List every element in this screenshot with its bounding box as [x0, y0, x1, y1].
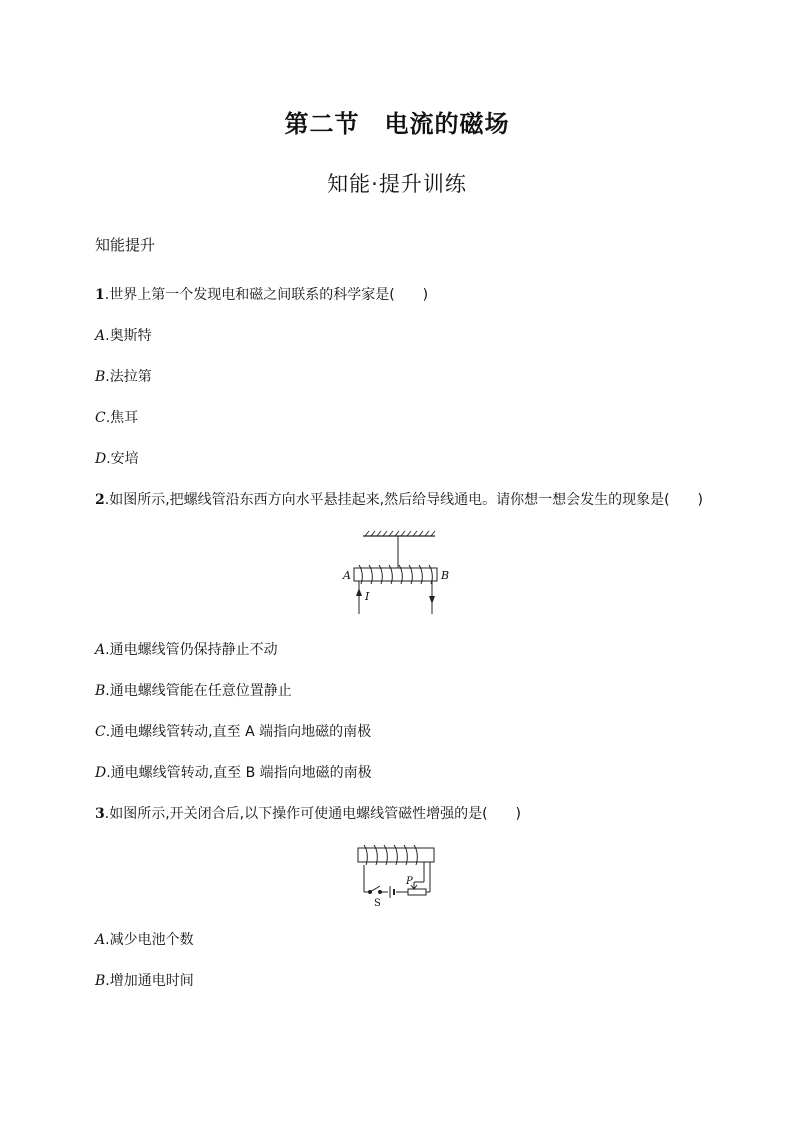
option-text: .奥斯特	[105, 328, 152, 344]
solenoid-tube	[354, 568, 437, 581]
page-title: 第二节 电流的磁场	[284, 109, 510, 138]
option-letter: D	[95, 451, 107, 467]
option-letter: B	[95, 973, 106, 989]
option-letter: A	[95, 328, 106, 344]
question-2-stem	[95, 490, 703, 510]
option-text: .安培	[106, 451, 139, 467]
option-text: .通电螺线管转动,直至 B 端指向地磁的南极	[106, 765, 372, 781]
solenoid-circuit-figure	[350, 840, 445, 910]
page-subtitle: 知能·提升训练	[327, 172, 467, 196]
circuit-wires	[364, 862, 430, 892]
end-label-a: A	[343, 569, 351, 582]
ceiling-support	[363, 531, 435, 536]
question-2-option-d	[95, 763, 372, 783]
question-1-option-a	[95, 326, 152, 346]
question-1-option-c	[95, 408, 138, 428]
option-text: .增加通电时间	[105, 973, 194, 989]
section-heading: 知能提升	[95, 236, 156, 254]
current-arrow-up-icon	[356, 588, 362, 596]
question-1-option-b	[95, 367, 152, 387]
solenoid-hanging-figure	[335, 528, 460, 618]
option-text: .焦耳	[105, 410, 139, 426]
option-letter: B	[95, 683, 106, 699]
question-text: .世界上第一个发现电和磁之间联系的科学家是( )	[104, 287, 429, 303]
switch-icon	[369, 886, 382, 894]
battery-icon	[390, 886, 394, 898]
option-text: .通电螺线管仍保持静止不动	[105, 642, 278, 658]
rheostat-icon	[408, 889, 426, 895]
question-number: 2	[95, 492, 105, 508]
lead-wires	[359, 581, 432, 614]
option-letter: D	[95, 765, 107, 781]
slider-label-p: P	[406, 876, 413, 887]
question-text: .如图所示,把螺线管沿东西方向水平悬挂起来,然后给导线通电。请你想一想会发生的现象是( )	[104, 492, 704, 508]
question-3-option-b	[95, 971, 194, 991]
end-label-b: B	[441, 569, 450, 582]
question-2-option-a	[95, 640, 278, 660]
option-letter: A	[95, 932, 106, 948]
question-2-option-c	[95, 722, 371, 742]
question-text: .如图所示,开关闭合后,以下操作可使通电螺线管磁性增强的是( )	[104, 806, 522, 822]
question-number: 3	[95, 806, 105, 822]
question-1-option-d	[95, 449, 139, 469]
option-text: .通电螺线管能在任意位置静止	[105, 683, 292, 699]
option-text: .法拉第	[105, 369, 152, 385]
question-number: 1	[95, 287, 105, 303]
option-letter: C	[95, 724, 106, 740]
question-3-option-a	[95, 930, 194, 950]
question-1-stem	[95, 285, 428, 305]
option-letter: C	[95, 410, 106, 426]
question-3-stem	[95, 804, 521, 824]
option-letter: B	[95, 369, 106, 385]
current-arrow-down-icon	[429, 596, 435, 604]
option-letter: A	[95, 642, 106, 658]
option-text: .减少电池个数	[105, 932, 194, 948]
question-2-option-b	[95, 681, 292, 701]
switch-label-s: S	[374, 898, 381, 909]
option-text: .通电螺线管转动,直至 A 端指向地磁的南极	[105, 724, 372, 740]
current-label-i: I	[365, 590, 370, 603]
